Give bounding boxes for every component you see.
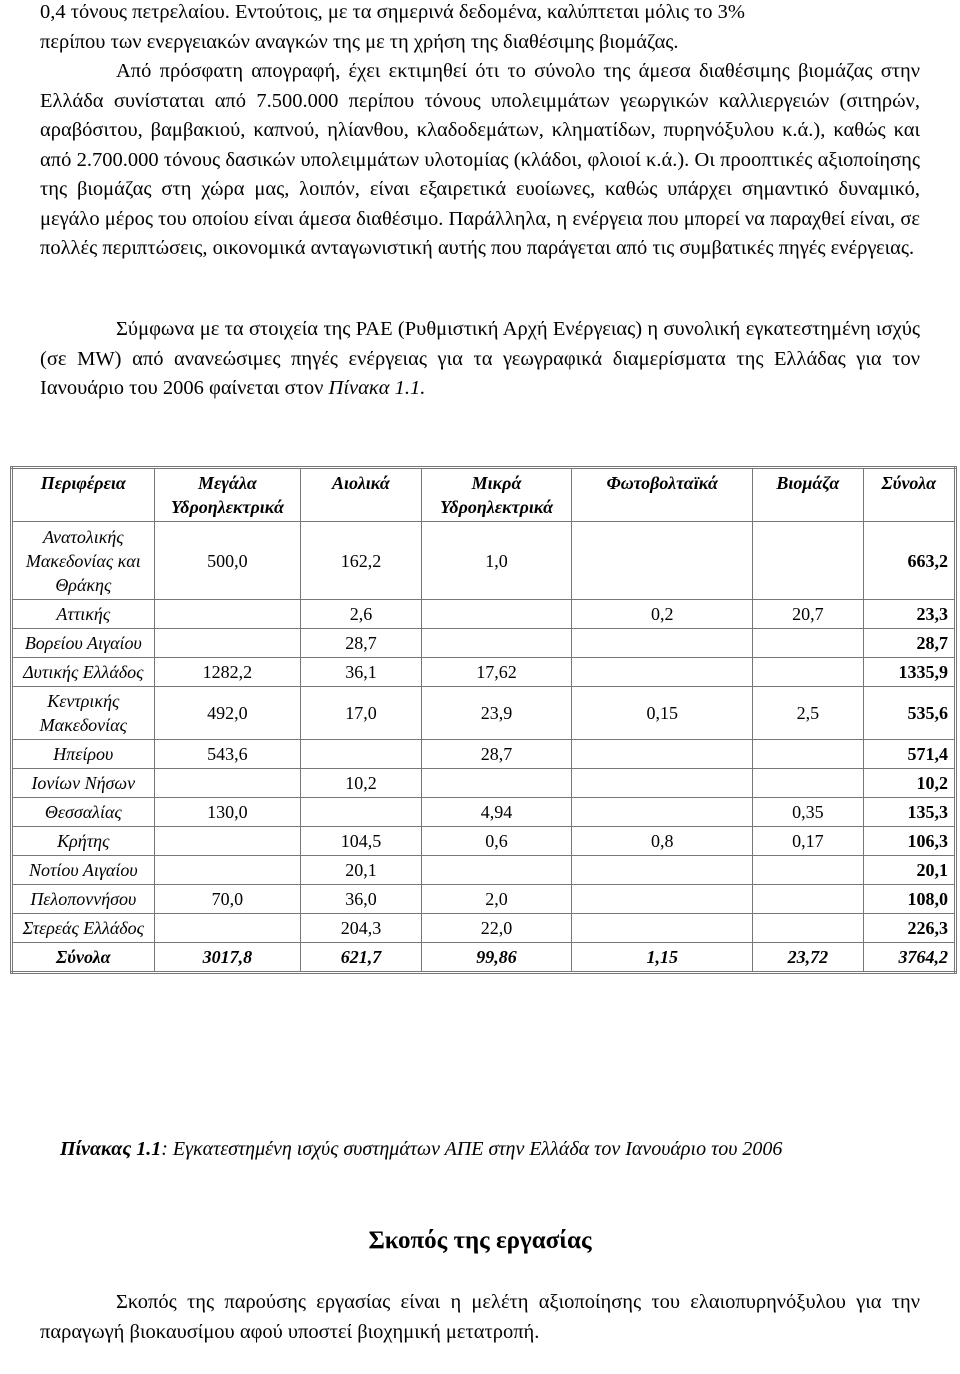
cell-wind: 36,1 — [301, 658, 422, 687]
cell-total: 535,6 — [863, 687, 955, 740]
cell-biomass: 20,7 — [753, 600, 863, 629]
cell-wind: 104,5 — [301, 827, 422, 856]
cell-biomass — [753, 522, 863, 600]
cell-pv — [572, 522, 753, 600]
cell-region: Στερεάς Ελλάδος — [12, 914, 155, 943]
cell-total: 663,2 — [863, 522, 955, 600]
cell-region: Κεντρικής Μακεδονίας — [12, 687, 155, 740]
table-row — [12, 798, 956, 827]
cell-total: 28,7 — [863, 629, 955, 658]
table-row — [12, 658, 956, 687]
cell-total-large-hydro: 3017,8 — [154, 943, 301, 973]
cell-region: Αττικής — [12, 600, 155, 629]
cell-total: 23,3 — [863, 600, 955, 629]
header-biomass: Βιομάζα — [753, 468, 863, 522]
cell-total-wind: 621,7 — [301, 943, 422, 973]
cell-wind: 36,0 — [301, 885, 422, 914]
cell-total: 108,0 — [863, 885, 955, 914]
table-row — [12, 740, 956, 769]
cell-pv — [572, 914, 753, 943]
paragraph-purpose: Σκοπός της παρούσης εργασίας είναι η μελέτη αξιοποίησης του ελαιοπυρηνόξυλου για την παραγωγή βιοκαυσίμου αφού υποστεί βιοχημική μετατροπή. — [40, 1291, 920, 1343]
cell-small-hydro: 22,0 — [421, 914, 572, 943]
cell-small-hydro — [421, 600, 572, 629]
cell-biomass — [753, 629, 863, 658]
cell-biomass — [753, 658, 863, 687]
header-large-hydro: Μεγάλα Υδροηλεκτρικά — [154, 468, 301, 522]
cell-region: Δυτικής Ελλάδος — [12, 658, 155, 687]
cell-wind: 28,7 — [301, 629, 422, 658]
table-row — [12, 827, 956, 856]
cell-wind: 17,0 — [301, 687, 422, 740]
table-caption — [60, 1138, 920, 1161]
cell-biomass: 2,5 — [753, 687, 863, 740]
cell-total-pv: 1,15 — [572, 943, 753, 973]
cell-pv — [572, 629, 753, 658]
cell-wind: 2,6 — [301, 600, 422, 629]
cell-biomass — [753, 740, 863, 769]
paragraph-text: Σύμφωνα με τα στοιχεία της ΡΑΕ (Ρυθμιστική Αρχή Ενέργειας) η συνολική εγκατεστημένη ισχύς (σε MW) από ανανεώσιμες πηγές ενέργειας για τα γεωγραφικά διαμερίσματα της Ελλάδας για τον Ιανουάριο του 2006 φαίνεται στον — [40, 318, 920, 399]
table-totals-row — [12, 943, 956, 973]
cell-region: Νοτίου Αιγαίου — [12, 856, 155, 885]
cell-biomass — [753, 856, 863, 885]
cell-region: Βορείου Αιγαίου — [12, 629, 155, 658]
cell-wind: 20,1 — [301, 856, 422, 885]
cell-totals-label: Σύνολα — [12, 943, 155, 973]
cell-total-biomass: 23,72 — [753, 943, 863, 973]
paragraph-body: Από πρόσφατη απογραφή, έχει εκτιμηθεί ότι το σύνολο της άμεσα διαθέσιμης βιομάζας στην Ελλάδα συνίσταται από 7.500.000 περίπου τόνους υπολειμμάτων γεωργικών καλλιεργειών (σιτηρών, αραβόσιτου, βαμβακιού, καπνού, ηλίανθου, κλαδοδεμάτων, κληματίδων, πυρηνόξυλου κ.ά.), καθώς και από 2.700.000 τόνους δασικών υπολειμμάτων υλοτομίας (κλάδοι, φλοιοί κ.ά.). Οι προοπτικές αξιοποίησης της βιομάζας στη χώρα μας, λοιπόν, είναι εξαιρετικά ευοίωνες, καθώς υπάρχει σημαντικό δυναμικό, μεγάλο μέρος του οποίου είναι άμεσα διαθέσιμο. Παράλληλα, η ενέργεια που μπορεί να παραχθεί είναι, σε πολλές περιπτώσεις, οικονομικά ανταγωνιστική αυτής που παράγεται από τις συμβατικές πηγές ενέργειας. — [40, 60, 920, 259]
table-row — [12, 600, 956, 629]
cell-small-hydro — [421, 769, 572, 798]
cell-pv — [572, 856, 753, 885]
cell-pv — [572, 885, 753, 914]
cell-small-hydro: 17,62 — [421, 658, 572, 687]
cell-total: 1335,9 — [863, 658, 955, 687]
cell-region: Ηπείρου — [12, 740, 155, 769]
cell-region: Ιονίων Νήσων — [12, 769, 155, 798]
cell-pv: 0,8 — [572, 827, 753, 856]
cell-large-hydro: 130,0 — [154, 798, 301, 827]
cell-total-small-hydro: 99,86 — [421, 943, 572, 973]
table-row — [12, 914, 956, 943]
cell-region: Κρήτης — [12, 827, 155, 856]
cell-total: 226,3 — [863, 914, 955, 943]
cell-total: 20,1 — [863, 856, 955, 885]
cell-small-hydro: 23,9 — [421, 687, 572, 740]
cell-large-hydro: 492,0 — [154, 687, 301, 740]
paragraph-rae — [40, 315, 920, 404]
header-pv: Φωτοβολταϊκά — [572, 468, 753, 522]
header-region: Περιφέρεια — [12, 468, 155, 522]
cell-small-hydro: 4,94 — [421, 798, 572, 827]
cell-total: 135,3 — [863, 798, 955, 827]
cell-large-hydro — [154, 600, 301, 629]
cell-large-hydro — [154, 629, 301, 658]
table-reference: Πίνακα 1.1. — [328, 377, 426, 399]
cell-biomass — [753, 885, 863, 914]
paragraph-biomass — [40, 0, 920, 264]
cell-large-hydro: 500,0 — [154, 522, 301, 600]
cell-pv — [572, 769, 753, 798]
cell-large-hydro: 543,6 — [154, 740, 301, 769]
cell-pv — [572, 740, 753, 769]
cell-wind — [301, 798, 422, 827]
cell-large-hydro — [154, 769, 301, 798]
cell-biomass — [753, 769, 863, 798]
section-heading: Σκοπός της εργασίας — [368, 1227, 592, 1254]
cell-wind: 204,3 — [301, 914, 422, 943]
table-row — [12, 629, 956, 658]
table-header-row — [12, 468, 956, 522]
caption-label: Πίνακας 1.1 — [60, 1138, 162, 1160]
cell-grand-total: 3764,2 — [863, 943, 955, 973]
cell-region: Θεσσαλίας — [12, 798, 155, 827]
cell-wind — [301, 740, 422, 769]
table-row — [12, 885, 956, 914]
cell-total: 106,3 — [863, 827, 955, 856]
res-capacity-table — [10, 466, 957, 974]
cell-wind: 162,2 — [301, 522, 422, 600]
cell-pv: 0,15 — [572, 687, 753, 740]
paragraph-line: 0,4 τόνους πετρελαίου. Εντούτοις, με τα σημερινά δεδομένα, καλύπτεται μόλις το 3% — [40, 1, 745, 23]
cell-large-hydro — [154, 914, 301, 943]
header-wind: Αιολικά — [301, 468, 422, 522]
cell-biomass — [753, 914, 863, 943]
cell-small-hydro: 1,0 — [421, 522, 572, 600]
cell-small-hydro: 0,6 — [421, 827, 572, 856]
cell-wind: 10,2 — [301, 769, 422, 798]
cell-biomass: 0,17 — [753, 827, 863, 856]
caption-text: : Εγκατεστημένη ισχύς συστημάτων ΑΠΕ στην Ελλάδα τον Ιανουάριο του 2006 — [161, 1138, 783, 1160]
table-row — [12, 769, 956, 798]
cell-small-hydro: 28,7 — [421, 740, 572, 769]
cell-large-hydro: 1282,2 — [154, 658, 301, 687]
cell-biomass: 0,35 — [753, 798, 863, 827]
header-total: Σύνολα — [863, 468, 955, 522]
cell-large-hydro: 70,0 — [154, 885, 301, 914]
cell-pv: 0,2 — [572, 600, 753, 629]
paragraph-line: περίπου των ενεργειακών αναγκών της με τη χρήση της διαθέσιμης βιομάζας. — [40, 30, 679, 53]
cell-large-hydro — [154, 827, 301, 856]
cell-small-hydro: 2,0 — [421, 885, 572, 914]
cell-small-hydro — [421, 629, 572, 658]
cell-total: 571,4 — [863, 740, 955, 769]
table-row — [12, 856, 956, 885]
cell-region: Πελοποννήσου — [12, 885, 155, 914]
cell-small-hydro — [421, 856, 572, 885]
cell-total: 10,2 — [863, 769, 955, 798]
cell-pv — [572, 798, 753, 827]
cell-large-hydro — [154, 856, 301, 885]
table-row — [12, 687, 956, 740]
table-row — [12, 522, 956, 600]
header-small-hydro: Μικρά Υδροηλεκτρικά — [421, 468, 572, 522]
cell-region: Ανατολικής Μακεδονίας και Θράκης — [12, 522, 155, 600]
cell-pv — [572, 658, 753, 687]
